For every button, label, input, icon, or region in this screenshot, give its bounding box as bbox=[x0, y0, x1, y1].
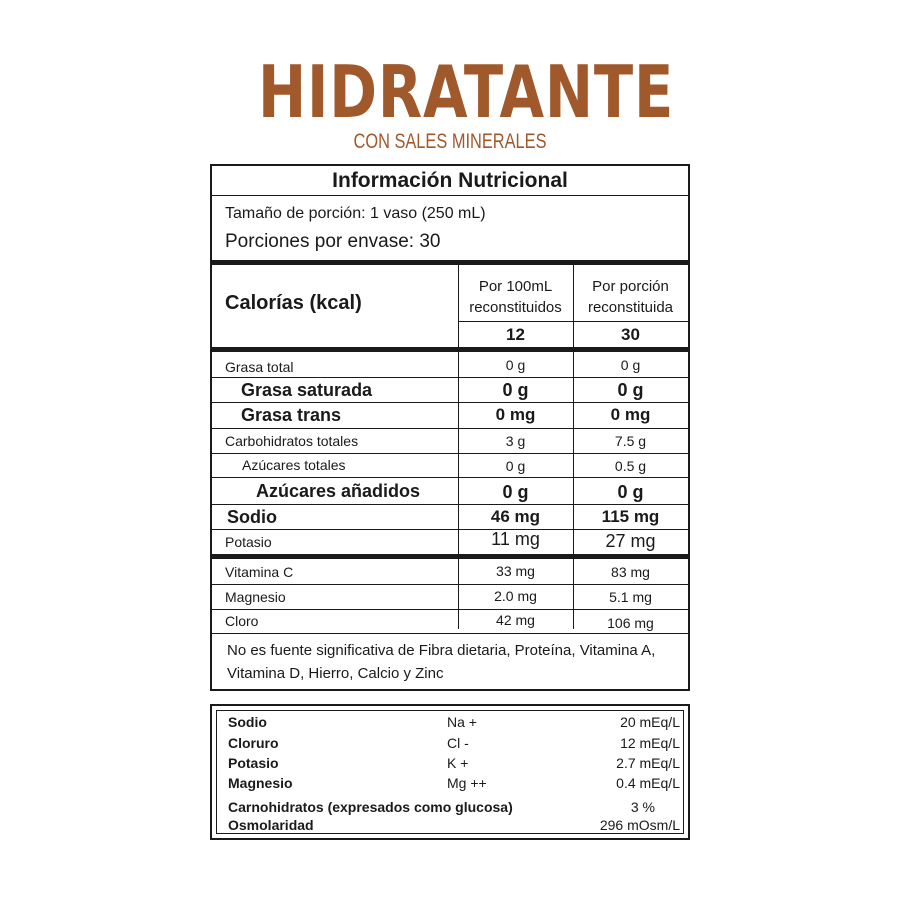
nutrient-label: Vitamina C bbox=[225, 564, 294, 580]
electrolyte-name: Carnohidratos (expresados como glucosa) bbox=[228, 799, 513, 815]
thick-divider bbox=[212, 347, 688, 352]
nutrient-value-per-100ml: 0 g bbox=[505, 458, 526, 474]
column-header-line: reconstituida bbox=[587, 299, 674, 316]
electrolyte-row bbox=[212, 797, 688, 817]
electrolyte-value: 20 mEq/L bbox=[620, 714, 680, 730]
nutrient-label: Grasa trans bbox=[241, 405, 342, 425]
nutrient-value-per-serving: 83 mg bbox=[611, 564, 650, 580]
nutrient-label: Cloro bbox=[225, 613, 259, 629]
column-header-per-serving bbox=[573, 276, 688, 318]
electrolyte-composition-box bbox=[210, 704, 690, 840]
nutrient-value-per-100ml: 42 mg bbox=[496, 612, 535, 628]
nutrient-label: Azúcares añadidos bbox=[256, 481, 421, 501]
thick-divider bbox=[212, 554, 688, 559]
electrolyte-row bbox=[212, 733, 688, 753]
divider bbox=[212, 609, 688, 610]
serving-size: Tamaño de porción: 1 vaso (250 mL) bbox=[225, 205, 486, 222]
divider bbox=[212, 195, 688, 196]
nutrient-value-per-serving: 0 g bbox=[617, 380, 644, 400]
nutrition-facts-panel bbox=[210, 164, 690, 691]
nutrient-value-per-100ml: 0 g bbox=[502, 482, 529, 502]
electrolyte-row bbox=[212, 712, 688, 732]
nutrient-value-per-serving: 0.5 g bbox=[614, 458, 647, 474]
servings-per-container: Porciones por envase: 30 bbox=[225, 231, 441, 252]
nutrient-value-per-100ml: 0 g bbox=[502, 380, 529, 400]
electrolyte-symbol: Mg ++ bbox=[447, 775, 487, 791]
electrolyte-value: 0.4 mEq/L bbox=[616, 775, 680, 791]
calories-label: Calorías (kcal) bbox=[225, 292, 362, 314]
nutrient-value-per-serving: 0 g bbox=[617, 482, 644, 502]
nutrient-value-per-100ml: 11 mg bbox=[491, 529, 540, 549]
electrolyte-name: Magnesio bbox=[228, 775, 293, 791]
electrolyte-name: Sodio bbox=[228, 714, 267, 730]
electrolyte-row bbox=[212, 753, 688, 773]
brand-subtitle: CON SALES MINERALES bbox=[353, 130, 547, 153]
nutrient-value-per-serving: 7.5 g bbox=[614, 433, 647, 449]
nutrient-label: Magnesio bbox=[225, 589, 286, 605]
nutrient-label: Sodio bbox=[227, 507, 277, 527]
divider bbox=[212, 633, 688, 634]
calories-per-100ml: 12 bbox=[506, 325, 525, 344]
nutrient-value-per-serving: 106 mg bbox=[607, 615, 654, 631]
electrolyte-symbol: K + bbox=[447, 755, 469, 771]
nutrient-value-per-100ml: 0 g bbox=[505, 357, 526, 373]
electrolyte-name: Cloruro bbox=[228, 735, 279, 751]
panel-title: Información Nutricional bbox=[332, 169, 568, 192]
nutrient-value-per-100ml: 46 mg bbox=[490, 507, 541, 526]
nutrient-value-per-serving: 0 mg bbox=[610, 405, 651, 424]
nutrient-label: Carbohidratos totales bbox=[225, 433, 359, 449]
column-header-line: Por 100mL bbox=[478, 278, 553, 295]
column-header-line: Por porción bbox=[592, 278, 669, 295]
nutrient-value-per-serving: 5.1 mg bbox=[609, 589, 652, 605]
electrolyte-name: Osmolaridad bbox=[228, 817, 314, 833]
calories-per-serving: 30 bbox=[621, 325, 640, 344]
nutrient-label: Potasio bbox=[225, 534, 272, 550]
nutrient-value-per-serving: 27 mg bbox=[605, 531, 656, 551]
nutrient-label: Azúcares totales bbox=[242, 457, 346, 473]
electrolyte-value: 296 mOsm/L bbox=[599, 817, 680, 833]
nutrient-value-per-100ml: 33 mg bbox=[496, 563, 535, 579]
nutrient-value-per-100ml: 2.0 mg bbox=[494, 588, 537, 604]
electrolyte-name: Potasio bbox=[228, 755, 279, 771]
nutrient-value-per-serving: 0 g bbox=[620, 357, 641, 373]
column-header-line: reconstituidos bbox=[469, 299, 562, 316]
footnote: No es fuente significativa de Fibra dietaria, Proteína, Vitamina A, Vitamina D, Hierro, Calcio y Zinc bbox=[227, 642, 656, 682]
electrolyte-value: 12 mEq/L bbox=[620, 735, 680, 751]
nutrient-value-per-serving: 115 mg bbox=[601, 507, 660, 526]
column-header-per-100ml bbox=[458, 276, 573, 318]
electrolyte-value: 3 % bbox=[630, 799, 655, 815]
brand-title: HIDRATANTE bbox=[258, 50, 675, 134]
nutrient-value-per-100ml: 0 mg bbox=[495, 405, 536, 424]
electrolyte-symbol: Cl - bbox=[447, 735, 469, 751]
electrolyte-row bbox=[212, 815, 688, 835]
nutrient-label: Grasa saturada bbox=[241, 380, 373, 400]
electrolyte-value: 2.7 mEq/L bbox=[616, 755, 680, 771]
nutrient-label: Grasa total bbox=[225, 359, 294, 375]
thick-divider bbox=[212, 260, 688, 265]
electrolyte-symbol: Na + bbox=[447, 714, 477, 730]
electrolyte-row bbox=[212, 773, 688, 793]
nutrient-value-per-100ml: 3 g bbox=[505, 433, 526, 449]
